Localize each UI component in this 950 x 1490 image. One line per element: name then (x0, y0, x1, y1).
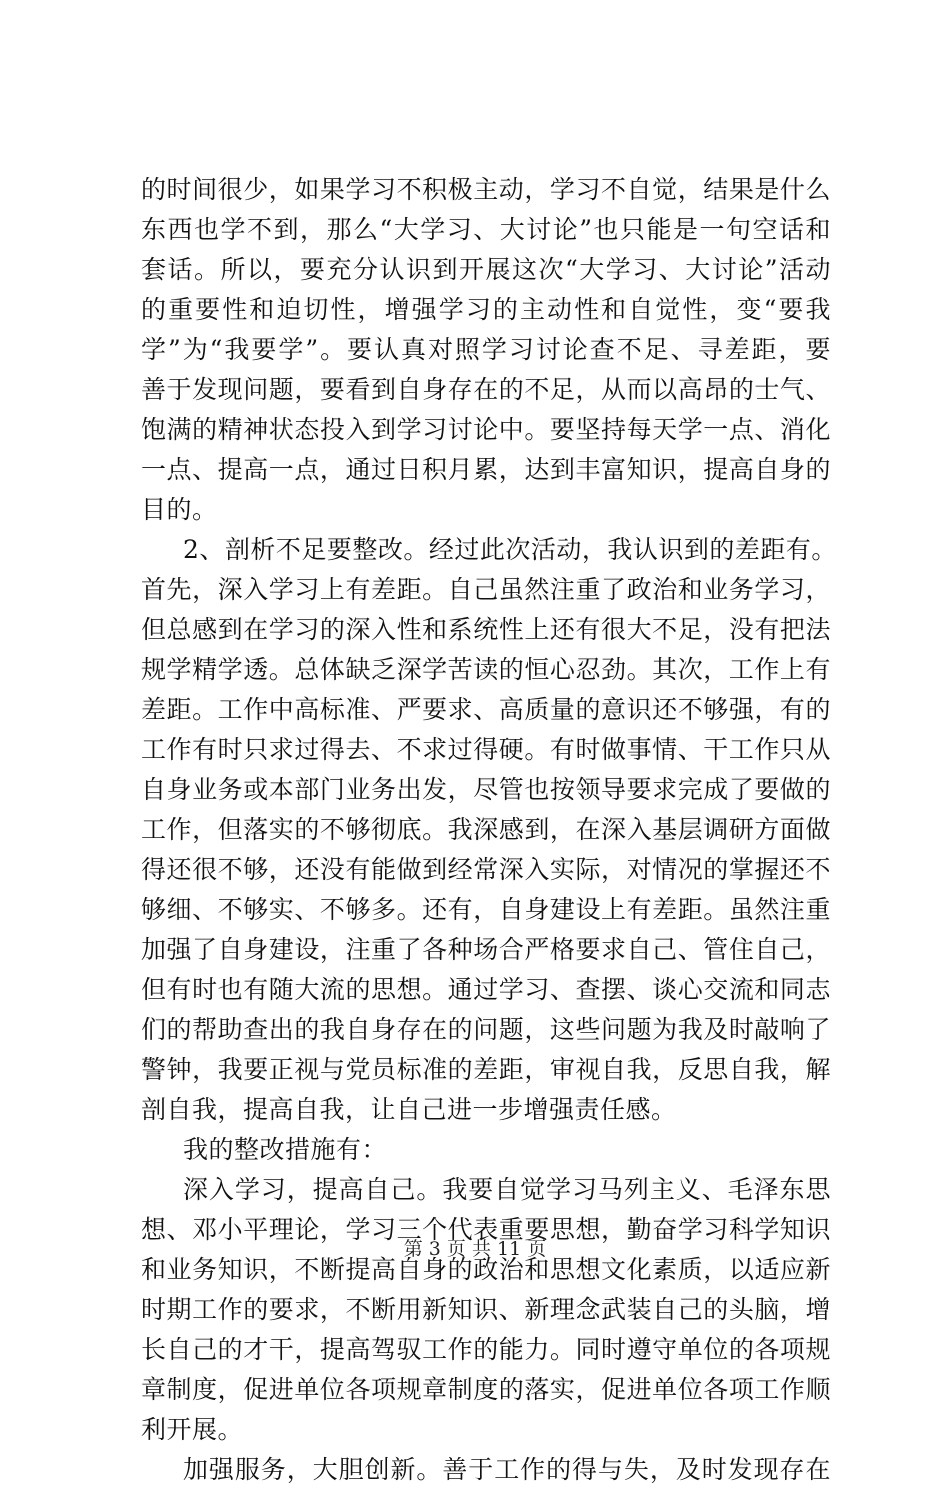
text-line: 得还很不够，还没有能做到经常深入实际，对情况的掌握还不 (141, 855, 831, 884)
text-line: 深入学习，提高自己。我要自觉学习马列主义、毛泽东思 (183, 1175, 831, 1204)
text-line: 加强服务，大胆创新。善于工作的得与失，及时发现存在 (183, 1455, 831, 1484)
text-line: 一点、提高一点，通过日积月累，达到丰富知识，提高自身的 (141, 455, 831, 484)
text-line: 够细、不够实、不够多。还有，自身建设上有差距。虽然注重 (141, 895, 831, 924)
text-line: 善于发现问题，要看到自身存在的不足，从而以高昂的士气、 (141, 375, 831, 404)
text-line: 想、邓小平理论，学习三个代表重要思想，勤奋学习科学知识 (141, 1215, 831, 1244)
text-line: 章制度，促进单位各项规章制度的落实，促进单位各项工作顺 (141, 1375, 831, 1404)
text-line: 们的帮助查出的我自身存在的问题，这些问题为我及时敲响了 (141, 1015, 831, 1044)
text-line: 工作有时只求过得去、不求过得硬。有时做事情、干工作只从 (141, 735, 831, 764)
text-line: 东西也学不到，那么“大学习、大讨论”也只能是一句空话和 (141, 215, 831, 244)
text-line: 加强了自身建设，注重了各种场合严格要求自己、管住自己， (141, 935, 831, 964)
text-line: 时期工作的要求，不断用新知识、新理念武装自己的头脑，增 (141, 1295, 831, 1324)
text-line: 的时间很少，如果学习不积极主动，学习不自觉，结果是什么 (141, 175, 831, 204)
text-line: 警钟，我要正视与党员标准的差距，审视自我，反思自我，解 (141, 1055, 831, 1084)
text-line: 规学精学透。总体缺乏深学苦读的恒心忍劲。其次，工作上有 (141, 655, 831, 684)
text-line: 工作，但落实的不够彻底。我深感到，在深入基层调研方面做 (141, 815, 831, 844)
text-line: 但总感到在学习的深入性和系统性上还有很大不足，没有把法 (141, 615, 831, 644)
text-line: 我的整改措施有： (183, 1135, 388, 1164)
text-line: 但有时也有随大流的思想。通过学习、查摆、谈心交流和同志 (141, 975, 831, 1004)
text-line: 首先，深入学习上有差距。自己虽然注重了政治和业务学习， (141, 575, 831, 604)
text-line: 目的。 (141, 495, 218, 524)
text-line: 剖自我，提高自我，让自己进一步增强责任感。 (141, 1095, 677, 1124)
text-line: 2、剖析不足要整改。经过此次活动，我认识到的差距有。 (183, 535, 837, 564)
text-line: 学”为“我要学”。要认真对照学习讨论查不足、寻差距，要 (141, 335, 831, 364)
text-line: 饱满的精神状态投入到学习讨论中。要坚持每天学一点、消化 (141, 415, 831, 444)
text-line: 和业务知识，不断提高自身的政治和思想文化素质，以适应新 (141, 1255, 831, 1284)
text-line: 利开展。 (141, 1415, 244, 1444)
text-line: 自身业务或本部门业务出发，尽管也按领导要求完成了要做的 (141, 775, 831, 804)
page-number-footer: 第 3 页 共 11 页 (403, 1238, 547, 1260)
text-line: 长自己的才干，提高驾驭工作的能力。同时遵守单位的各项规 (141, 1335, 831, 1364)
text-line: 的重要性和迫切性，增强学习的主动性和自觉性，变“要我 (141, 295, 831, 324)
text-line: 差距。工作中高标准、严要求、高质量的意识还不够强，有的 (141, 695, 831, 724)
text-line: 套话。所以，要充分认识到开展这次“大学习、大讨论”活动 (141, 255, 831, 284)
document-body (141, 170, 837, 1490)
